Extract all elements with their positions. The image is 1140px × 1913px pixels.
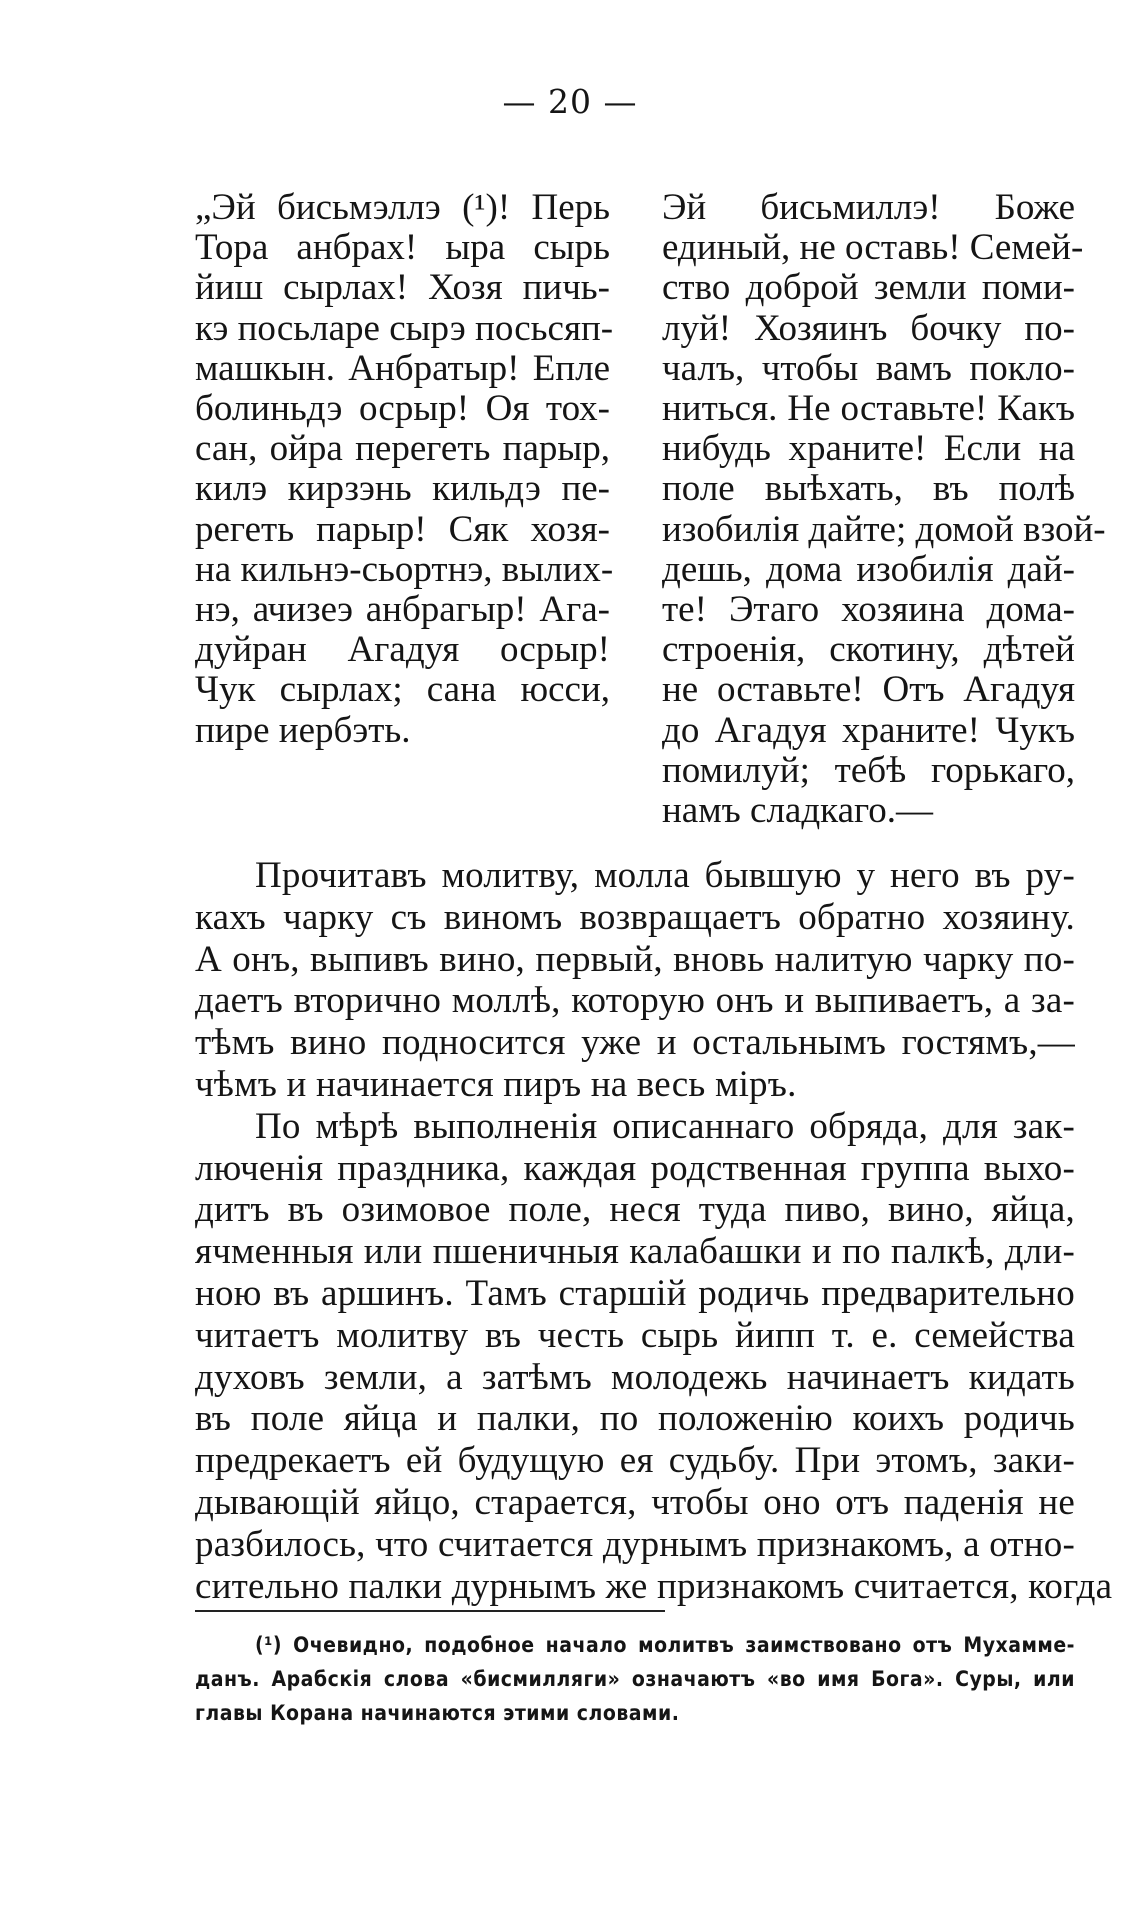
column-line: ниться. Не оставьте! Какъ xyxy=(662,388,1075,430)
paragraph-line: люченія праздника, каждая родственная группа выхо- xyxy=(195,1147,1075,1189)
paragraph-line: Прочитавъ молитву, молла бывшую у него въ ру- xyxy=(255,855,1075,896)
paragraph-line: А онъ, выпивъ вино, первый, вновь налитую чарку по- xyxy=(195,938,1075,980)
column-line: Эй бисьмиллэ! Боже xyxy=(662,187,1075,228)
column-line: регеть парыр! Сяк хозя- xyxy=(195,508,610,550)
column-line: на кильнэ-сьортнэ, вылих- xyxy=(195,548,614,590)
column-line: пире иербэть. xyxy=(195,709,411,751)
paragraph-line: предрекаетъ ей будущую ея судьбу. При этомъ, заки- xyxy=(195,1440,1075,1482)
footnote xyxy=(195,1628,1075,1730)
column-line: дешь, дома изобилія дай- xyxy=(662,548,1075,590)
paragraph-line: ною въ аршинъ. Тамъ старшій родичь предварительно xyxy=(195,1272,1075,1314)
paragraph-line: По мѣрѣ выполненія описаннаго обряда, для зак- xyxy=(255,1105,1075,1147)
column-line: йиш сырлах! Хозя пичь- xyxy=(195,267,610,309)
column-line: дуйран Агадуя осрыр! xyxy=(195,629,610,671)
paragraph-line: духовъ земли, а затѣмъ молодежь начинаетъ кидать xyxy=(195,1356,1075,1398)
column-line: „Эй бисьмэллэ (¹)! Перь xyxy=(195,187,610,228)
column-line: нибудь храните! Если на xyxy=(662,428,1075,470)
paragraph-line: ячменныя или пшеничныя калабашки и по палкѣ, дли- xyxy=(195,1231,1075,1273)
chuvash-prayer-column xyxy=(195,187,614,751)
footnote-divider xyxy=(195,1610,665,1612)
paragraph-line: дывающій яйцо, старается, чтобы оно отъ паденія не xyxy=(195,1481,1075,1523)
paragraph xyxy=(195,855,1075,1106)
column-line: ство доброй земли поми- xyxy=(662,267,1075,309)
column-line: чалъ, чтобы вамъ покло- xyxy=(662,347,1075,389)
paragraph-line: дитъ въ озимовое поле, неся туда пиво, вино, яйца, xyxy=(195,1189,1075,1231)
paragraph-line: чѣмъ и начинается пиръ на весь міръ. xyxy=(195,1063,797,1105)
footnote-line: (¹) Очевидно, подобное начало молитвъ заимствовано отъ Мухамме- xyxy=(255,1633,1075,1657)
column-line: кэ посьларе сырэ посьсяп- xyxy=(195,307,614,349)
column-line: машкын. Анбратыр! Епле xyxy=(195,347,610,389)
column-line: Тора анбрах! ыра сырь xyxy=(195,227,610,269)
russian-translation-column xyxy=(662,187,1106,832)
column-line: те! Этаго хозяина дома- xyxy=(662,589,1075,631)
column-line: сан, ойра перегеть парыр, xyxy=(195,428,610,470)
column-line: изобилія дайте; домой взой- xyxy=(662,508,1106,550)
column-line: поле выѣхать, въ полѣ xyxy=(662,468,1075,510)
paragraph-line: разбилось, что считается дурнымъ признакомъ, а отно- xyxy=(195,1523,1075,1565)
paragraph-line: сительно палки дурнымъ же признакомъ считается, когда xyxy=(195,1565,1113,1607)
paragraph-line: кахъ чарку съ виномъ возвращаетъ обратно хозяину. xyxy=(195,896,1075,938)
column-line: нэ, ачизеэ анбрагыр! Ага- xyxy=(195,589,610,631)
paragraph-line: тѣмъ вино подносится уже и остальнымъ гостямъ,— xyxy=(195,1022,1075,1064)
paragraph-line: въ поле яйца и палки, по положенію коихъ родичь xyxy=(195,1398,1075,1440)
page-number: — 20 — xyxy=(502,82,638,121)
paragraph xyxy=(195,1105,1113,1608)
footnote-line: данъ. Арабскія слова «бисмилляги» означаютъ «во имя Бога». Суры, или xyxy=(195,1667,1075,1691)
column-line: помилуй; тебѣ горькаго, xyxy=(662,749,1075,791)
column-line: луй! Хозяинъ бочку по- xyxy=(662,307,1075,349)
footnote-line: главы Корана начинаются этими словами. xyxy=(195,1701,680,1725)
column-line: намъ сладкаго.— xyxy=(662,790,933,832)
column-line: до Агадуя храните! Чукъ xyxy=(662,709,1075,751)
column-line: единый, не оставь! Семей- xyxy=(662,227,1084,269)
column-line: строенія, скотину, дѣтей xyxy=(662,629,1075,671)
paragraph-line: даетъ вторично моллѣ, которую онъ и выпиваетъ, а за- xyxy=(195,980,1075,1022)
column-line: Чук сырлах; сана юсси, xyxy=(195,669,610,711)
column-line: болиньдэ осрыр! Оя тох- xyxy=(195,388,610,430)
column-line: не оставьте! Отъ Агадуя xyxy=(662,669,1075,711)
paragraph-line: читаетъ молитву въ честь сырь йипп т. е. семейства xyxy=(195,1314,1075,1356)
body-text xyxy=(195,855,1113,1607)
column-line: килэ кирзэнь кильдэ пе- xyxy=(195,468,610,510)
